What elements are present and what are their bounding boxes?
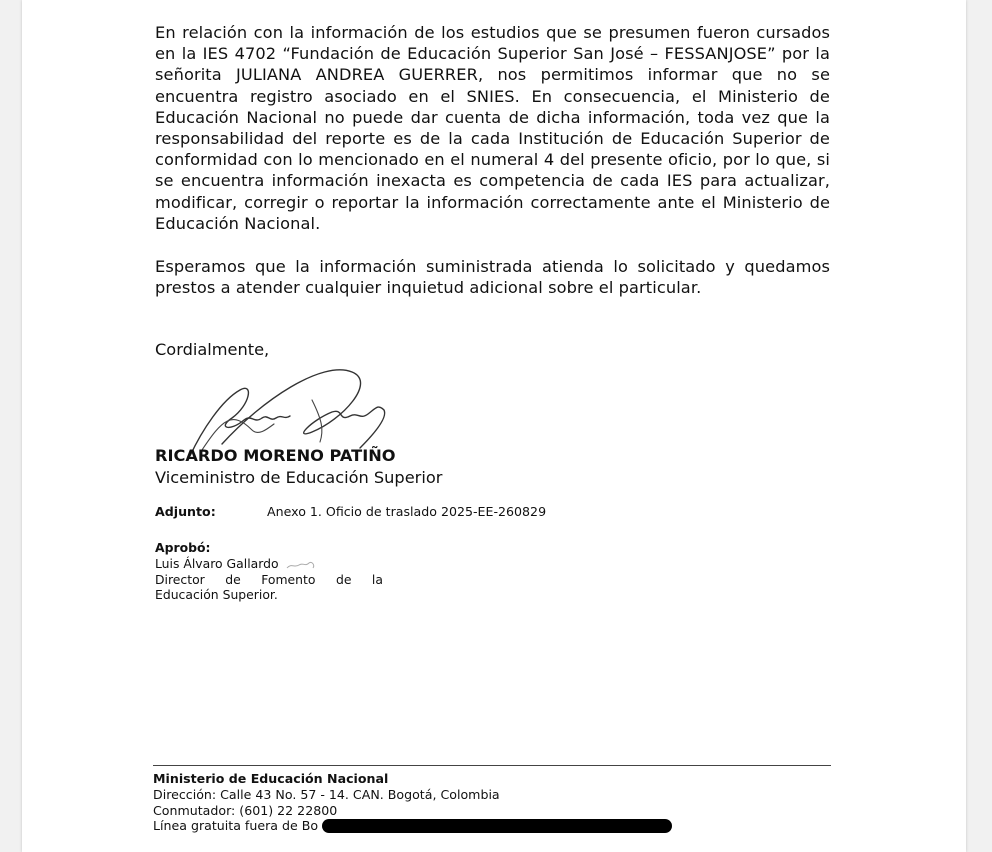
body-paragraph-1: En relación con la información de los estudios que se presumen fueron cursados en la IES 4702 “Fundación de Educación Superior San José – FESSANJOSE” por la señorita JULIANA ANDREA GUERRER, nos permitimos informar que no se encuentra registro asociado en el SNIES. En consecuencia, el Ministerio de Educación Nacional no puede dar cuenta de dicha información, toda vez que la responsabilidad del reporte es de la cada Institución de Educación Superior de conformidad con lo mencionado en el numeral 4 del presente oficio, por lo que, si se encuentra información inexacta es competencia de cada IES para actualizar, modificar, corregir o reportar la información correctamente ante el Ministerio de Educación Nacional. (155, 23, 830, 233)
signer-title: Viceministro de Educación Superior (155, 468, 443, 487)
footer-phone: Conmutador: (601) 22 22800 (153, 803, 338, 818)
initials-icon (285, 559, 317, 571)
footer-address: Dirección: Calle 43 No. 57 - 14. CAN. Bogotá, Colombia (153, 787, 500, 802)
footer-divider (153, 765, 831, 766)
body-paragraph-2: Esperamos que la información suministrada atienda lo solicitado y quedamos prestos a atender cualquier inquietud adicional sobre el particular. (155, 257, 830, 298)
attachment-label: Adjunto: (155, 504, 216, 519)
approver-role-line-1: Director de Fomento de la (155, 572, 383, 587)
attachment-value: Anexo 1. Oficio de traslado 2025-EE-260829 (267, 504, 547, 519)
signer-name: RICARDO MORENO PATIÑO (155, 446, 396, 465)
footer-organization: Ministerio de Educación Nacional (153, 771, 389, 786)
approver-role-line-2: Educación Superior. (155, 587, 278, 602)
approval-label: Aprobó: (155, 540, 211, 555)
redaction-bar (322, 819, 672, 833)
document-page (22, 0, 966, 852)
approver-name: Luis Álvaro Gallardo (155, 556, 317, 571)
footer-toll-free: Línea gratuita fuera de Bo (153, 818, 319, 833)
closing-salutation: Cordialmente, (155, 340, 270, 359)
